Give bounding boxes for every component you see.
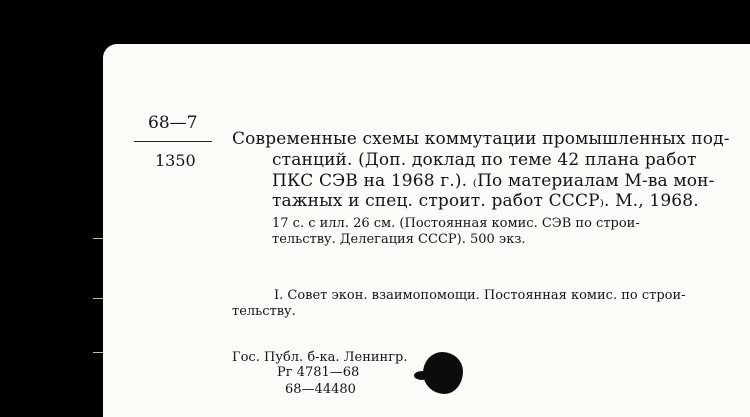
tracing-line-1: I. Совет экон. взаимопомощи. Постоянная комис. по строи- — [274, 288, 686, 303]
library-line-2: Рг 4781—68 — [277, 365, 360, 380]
physical-description-line-1: 17 с. с илл. 26 см. (Постоянная комис. СЭВ по строи- — [272, 216, 640, 231]
title-line-3: ПКС СЭВ на 1968 г.). ₍По материалам М-ва мон- — [272, 171, 715, 191]
library-line-3: 68—44480 — [285, 382, 356, 397]
classification-rule — [134, 141, 212, 142]
title-line-4: тажных и спец. строит. работ СССР₎. М., 1968. — [272, 191, 699, 211]
scan-edge-mark — [93, 238, 103, 239]
physical-description-line-2: тельству. Делегация СССР). 500 экз. — [272, 232, 526, 247]
scan-edge-mark — [93, 298, 103, 299]
tracing-line-2: тельству. — [232, 304, 296, 319]
library-line-1: Гос. Публ. б-ка. Ленингр. — [232, 350, 408, 365]
title-line-2: станций. (Доп. доклад по теме 42 плана работ — [272, 150, 697, 170]
classification-subnumber: 1350 — [155, 151, 196, 170]
scan-edge-mark — [93, 352, 103, 353]
title-line-1: Современные схемы коммутации промышленных под- — [232, 129, 730, 149]
classification-number: 68—7 — [148, 113, 198, 133]
ink-blot — [423, 352, 463, 394]
